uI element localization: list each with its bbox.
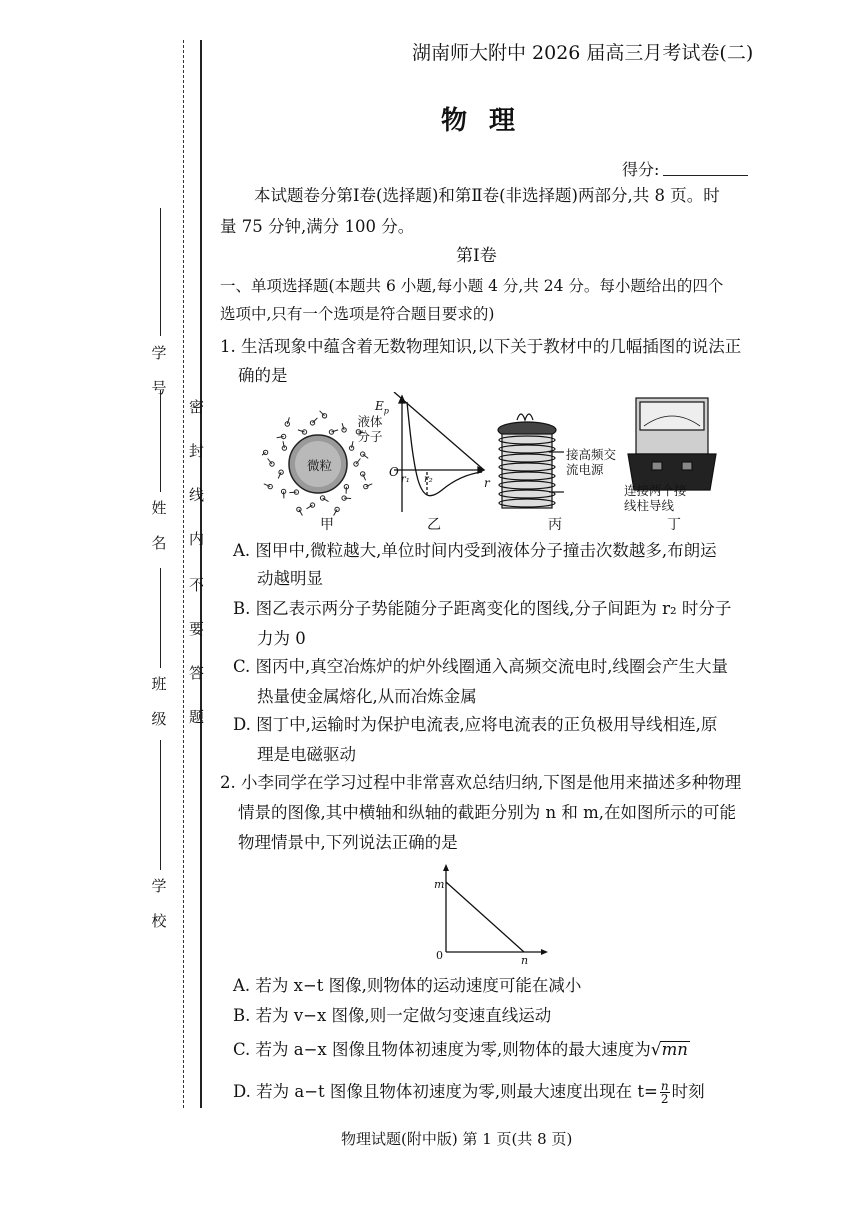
q1-stem-line1: 1. 生活现象中蕴含着无数物理知识,以下关于教材中的几幅插图的说法正: [220, 337, 742, 356]
intro-line1: 本试题卷分第Ⅰ卷(选择题)和第Ⅱ卷(非选择题)两部分,共 8 页。时: [254, 186, 720, 205]
q2-option-a: A. 若为 x−t 图像,则物体的运动速度可能在减小: [233, 976, 582, 995]
q2-graph-n: n: [521, 954, 529, 967]
q2-stem-line1: 2. 小李同学在学习过程中非常喜欢总结归纳,下图是他用来描述多种物理: [220, 773, 742, 792]
student-id-line: [160, 208, 161, 336]
seal-char: 线: [189, 486, 205, 504]
fig-yi-r2: r₂: [424, 474, 433, 485]
seal-char: 要: [189, 620, 205, 638]
score-label: 得分:: [622, 160, 660, 179]
fig-yi-r: r: [484, 476, 490, 490]
fig-yi-ep-label: $E_p$: [375, 399, 389, 416]
q1-option-a-line1: A. 图甲中,微粒越大,单位时间内受到液体分子撞击次数越多,布朗运: [233, 541, 717, 560]
q1-option-a-line2: 动越明显: [257, 569, 323, 588]
seal-char: 答: [189, 664, 205, 682]
binding-dashed-line: [183, 40, 184, 1108]
seal-char: 密: [189, 398, 205, 416]
q2-stem-line2: 情景的图像,其中横轴和纵轴的截距分别为 n 和 m,在如图所示的可能: [238, 803, 736, 822]
q2-graph: [430, 862, 550, 962]
fig-jia-caption: 甲: [320, 517, 334, 533]
liquid-molecule: [364, 484, 368, 488]
seal-char: 内: [189, 530, 205, 548]
q2-stem-line3: 物理情景中,下列说法正确的是: [238, 833, 458, 852]
section1-line2: 选项中,只有一个选项是符合题目要求的): [220, 305, 495, 323]
fig-bing-label: 接高频交流电源: [566, 447, 617, 477]
q2-graph-m: m: [434, 878, 445, 891]
student-id-label: 学 号: [151, 344, 167, 397]
fig-ding-label: 连接两个接线柱导线: [624, 483, 687, 513]
fig-yi-caption: 乙: [427, 517, 441, 533]
liquid-molecule: [320, 496, 324, 500]
fig-jia-molecule-label: 液体分子: [357, 414, 383, 444]
exam-header: 湖南师大附中 2026 届高三月考试卷(二): [412, 42, 754, 64]
seal-char: 封: [189, 442, 205, 460]
q1-option-d-line2: 理是电磁驱动: [257, 745, 356, 764]
q1-stem-line2: 确的是: [238, 366, 288, 385]
fig-yi-r1: r₁: [401, 474, 410, 485]
seal-char: 题: [189, 708, 205, 726]
seal-char: 不: [189, 576, 205, 594]
fig-ding-caption: 丁: [667, 517, 681, 533]
liquid-molecule: [310, 503, 314, 507]
class-line: [160, 568, 161, 668]
q2-option-c: C. 若为 a−x 图像且物体初速度为零,则物体的最大速度为√mn: [233, 1040, 688, 1060]
q2-graph-origin: 0: [436, 949, 443, 962]
fig-bing-caption: 丙: [548, 517, 562, 533]
q1-option-c-line2: 热量使金属熔化,从而冶炼金属: [257, 687, 477, 706]
fig-bing-furnace: [498, 414, 564, 508]
q1-option-c-line1: C. 图丙中,真空冶炼炉的炉外线圈通入高频交流电时,线圈会产生大量: [233, 657, 729, 676]
name-line: [160, 390, 161, 492]
q1-option-b-line1: B. 图乙表示两分子势能随分子距离变化的图线,分子间距为 r₂ 时分子: [233, 599, 732, 618]
q2-option-d: D. 若为 a−t 图像且物体初速度为零,则最大速度出现在 t= $\frac{n}{2}$ 时刻: [233, 1079, 705, 1106]
name-label: 姓 名: [151, 499, 167, 552]
school-line: [160, 740, 161, 870]
page-title: 物理: [441, 106, 538, 136]
school-label: 学 校: [151, 877, 167, 930]
q2-option-b: B. 若为 v−x 图像,则一定做匀变速直线运动: [233, 1006, 552, 1025]
fig-ding-ammeter: [628, 398, 716, 490]
section1-line1: 一、单项选择题(本题共 6 小题,每小题 4 分,共 24 分。每小题给出的四个: [220, 277, 724, 295]
intro-line2: 量 75 分钟,满分 100 分。: [220, 217, 415, 236]
q1-option-d-line1: D. 图丁中,运输时为保护电流表,应将电流表的正负极用导线相连,原: [233, 715, 718, 734]
page-footer: 物理试题(附中版) 第 1 页(共 8 页): [341, 1130, 573, 1148]
liquid-molecule: [268, 484, 272, 488]
fig-yi-origin: O: [389, 465, 399, 479]
class-label: 班 级: [151, 675, 167, 728]
score-blank: [663, 175, 748, 176]
volume-heading: 第Ⅰ卷: [456, 246, 497, 266]
molecule-velocity-arrow: [289, 492, 296, 493]
q1-option-b-line2: 力为 0: [257, 629, 306, 648]
fig-yi-ep-curve: [394, 392, 484, 512]
fig-jia-particle-label: 微粒: [307, 458, 333, 473]
